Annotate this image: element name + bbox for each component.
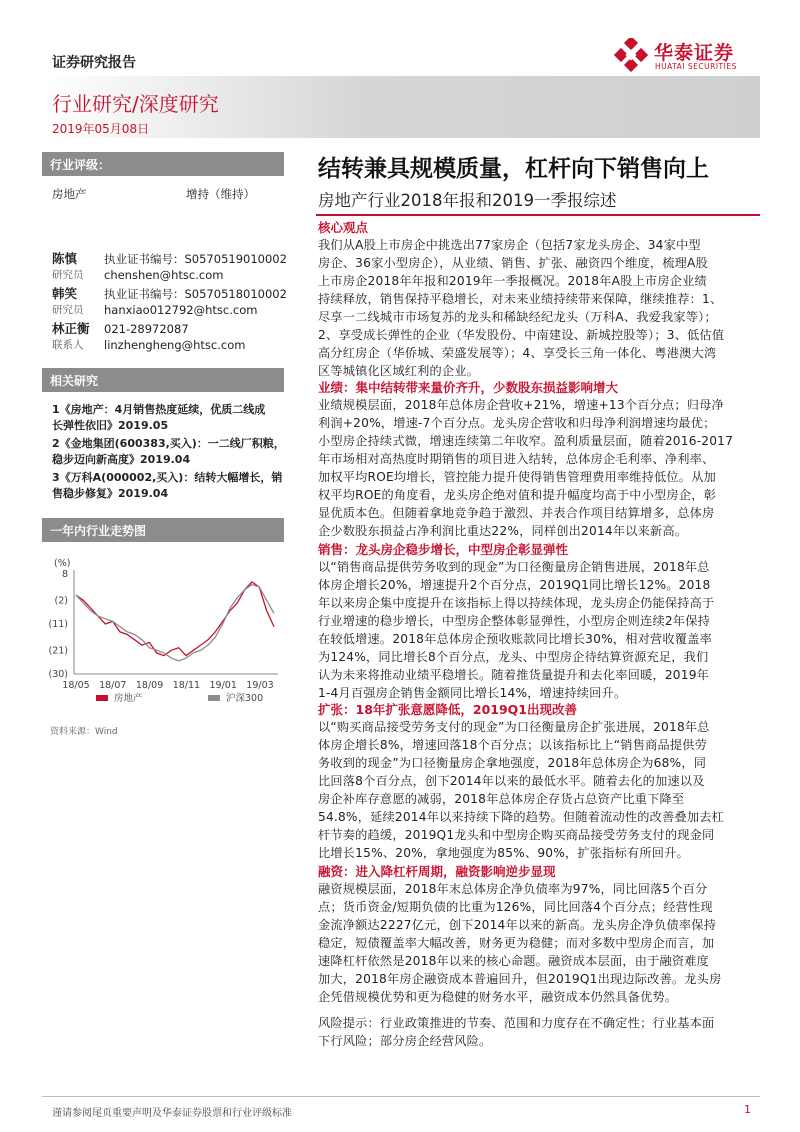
rating-value: 增持（维持） — [186, 187, 255, 201]
related-item[interactable]: 长弹性依旧》2019.05 — [52, 419, 169, 432]
paragraph-line: 比回落8个百分点，创下2014年以来的最低水平。随着去化的加速以及 — [318, 774, 705, 788]
paragraph-line: 金流净额达2227亿元，创下2014年以来的新高。龙头房企净负债率保持 — [318, 918, 717, 932]
core-view-paragraph — [318, 236, 762, 380]
related-item[interactable]: 2《金地集团(600383,买入)：一二线厂积粮， — [52, 437, 285, 450]
chart-source: 资料来源：Wind — [50, 727, 118, 737]
analyst-cert: 执业证书编号：S0570519010002 — [104, 252, 287, 266]
paragraph-line: 以“购买商品接受劳务支付的现金”为口径衡量房企扩张进展，2018年总 — [318, 720, 710, 734]
paragraph-line: 尽享一二线城市市场复苏的龙头和稀缺经纪龙头（万科A、我爱我家等）； — [318, 310, 717, 324]
related-item[interactable]: 售稳步修复》2019.04 — [52, 487, 169, 500]
analyst-email[interactable]: hanxiao012792@htsc.com — [104, 303, 258, 317]
legend-label: 房地产 — [114, 693, 143, 704]
paragraph-line: 显优质本色。但随着拿地竞争趋于激烈、并表合作项目结算增多，总体房 — [318, 506, 715, 520]
performance-paragraph — [318, 396, 762, 540]
x-tick-label: 19/03 — [246, 680, 274, 691]
paragraph-line: 加大，2018年房企融资成本普遍回升，但2019Q1出现边际改善。龙头房 — [318, 972, 722, 986]
related-item[interactable]: 1《房地产：4月销售热度延续，优质二线成 — [52, 403, 266, 416]
paragraph-line: 房企、36家小型房企），从业绩、销售、扩张、融资四个维度，梳理A股 — [318, 256, 708, 270]
y-tick-label: (11) — [48, 619, 68, 630]
report-category: 行业研究/深度研究 — [52, 92, 219, 116]
y-tick-label: (2) — [54, 595, 68, 607]
huatai-logo — [614, 38, 764, 78]
paragraph-line: 务收到的现金”为口径衡量房企拿地强度，2018年总体房企为68%，同 — [318, 756, 707, 770]
paragraph-line: 企凭借规模优势和更为稳健的财务水平，融资成本仍然具备优势。 — [318, 990, 678, 1004]
paragraph-line: 上市房企2018年年报和2019年一季报概况。2018年A股上市房企业绩 — [318, 274, 707, 288]
huatai-logo-icon — [614, 38, 648, 72]
paragraph-line: 比增长15%、20%，拿地强度为85%、90%，扩张指标有所回升。 — [318, 846, 689, 860]
logo-en-text: HUATAI SECURITIES — [655, 62, 737, 71]
legend-label: 沪深300 — [226, 693, 264, 704]
paragraph-line: 以“销售商品提供劳务收到的现金”为口径衡量房企销售进展，2018年总 — [318, 560, 710, 574]
paragraph-line: 下行风险；部分房企经营风险。 — [318, 1034, 492, 1048]
main-title: 结转兼具规模质量，杠杆向下销售向上 — [318, 156, 709, 182]
rating-industry: 房地产 — [52, 187, 87, 201]
paragraph-line: 高分红房企（华侨城、荣盛发展等）；4、享受长三角一体化、粤港澳大湾 — [318, 346, 717, 360]
header-band — [42, 76, 760, 138]
expansion-paragraph — [318, 718, 762, 862]
analyst-name: 林正衡 — [52, 321, 90, 336]
paragraph-line: 持续释放，销售保持平稳增长，对未来业绩持续带来保障，继续推荐：1、 — [318, 292, 723, 306]
analyst-role: 研究员 — [52, 304, 84, 316]
paragraph-line: 速降杠杆依然是2018年以来的核心命题。融资成本层面，由于融资难度 — [318, 954, 710, 968]
y-tick-label: 8 — [61, 569, 68, 580]
paragraph-line: 利润+20%，增速-7个百分点。龙头房企营收和归母净利润增速均最优； — [318, 416, 716, 430]
paragraph-line: 在较低增速。2018年总体房企预收账款同比增长30%，相对营收覆盖率 — [318, 632, 712, 646]
report-date: 2019年05月08日 — [52, 122, 150, 136]
footer-rule — [42, 1096, 760, 1097]
paragraph-line: 小型房企持续式微，增速连续第二年收窄。盈利质量层面，随着2016-2017 — [318, 434, 734, 448]
paragraph-line: 体房企增长8%，增速回落18个百分点；以该指标比上“销售商品提供劳 — [318, 738, 708, 752]
analyst-phone: 021-28972087 — [104, 322, 189, 336]
sales-heading: 销售：龙头房企稳步增长，中型房企彰显弹性 — [318, 542, 569, 557]
legend-swatch — [96, 695, 108, 701]
core-view-heading: 核心观点 — [318, 220, 369, 235]
financing-paragraph — [318, 880, 762, 1006]
trend-chart-header: 一年内行业走势图 — [42, 518, 284, 542]
page-number: 1 — [744, 1103, 751, 1116]
paragraph-line: 房企补库存意愿的减弱，2018年总体房企存货占总资产比重下降至 — [318, 792, 685, 806]
paragraph-line: 2、享受成长弹性的企业（华发股份、中南建设、新城控股等）；3、低估值 — [318, 328, 725, 342]
financing-heading: 融资：进入降杠杆周期，融资影响逆步显现 — [318, 864, 556, 879]
related-research-header: 相关研究 — [42, 368, 284, 392]
related-item[interactable]: 3《万科A(000002,买入)：结转大幅增长，销 — [52, 471, 283, 484]
paragraph-line: 行业增速的稳步增长，中型房企整体彰显弹性，小型房企则连续2年保持 — [318, 614, 710, 628]
analyst-name: 韩笑 — [52, 286, 78, 301]
paragraph-line: 认为未来将推动业绩平稳增长。随着推货量提升和去化率回暖，2019年 — [318, 668, 710, 682]
analyst-email[interactable]: linzhengheng@htsc.com — [104, 338, 246, 352]
x-tick-label: 18/05 — [62, 680, 90, 691]
paragraph-line: 点；货币资金/短期负债的比重为126%，同比回落4个百分点；经营性现 — [318, 900, 713, 914]
paragraph-line: 我们从A股上市房企中挑选出77家房企（包括7家龙头房企、34家中型 — [318, 238, 701, 252]
expansion-heading: 扩张：18年扩张意愿降低，2019Q1出现改善 — [318, 702, 578, 717]
analyst-name: 陈慎 — [52, 251, 78, 266]
x-tick-label: 18/11 — [172, 680, 201, 691]
paragraph-line: 54.8%，延续2014年以来持续下降的趋势。但随着流动性的改善叠加去杠 — [318, 810, 724, 824]
paragraph-line: 年市场相对高热度时期销售的项目进入结转，总体房企毛利率、净利率、 — [318, 452, 715, 466]
paragraph-line: 杆节奏的趋缓，2019Q1龙头和中型房企购买商品接受劳务支付的现金同 — [318, 828, 715, 842]
paragraph-line: 为124%，同比增长8个百分点，龙头、中型房企待结算资源充足，我们 — [318, 650, 709, 664]
analyst-email[interactable]: chenshen@htsc.com — [104, 268, 224, 282]
paragraph-line: 稳定，短债覆盖率大幅改善，财务更为稳健；而对多数中型房企而言，加 — [318, 936, 715, 950]
y-tick-label: (21) — [48, 645, 68, 657]
paragraph-line: 年以来房企集中度提升在该指标上得以持续体现，龙头房企仍能保持高于 — [318, 596, 715, 610]
industry-trend-chart — [42, 550, 284, 740]
paragraph-line: 业绩规模层面，2018年总体房企营收+21%，增速+13个百分点；归母净 — [318, 398, 724, 412]
main-subtitle: 房地产行业2018年报和2019一季报综述 — [318, 191, 617, 210]
footer-disclaimer[interactable]: 谨请参阅尾页重要声明及华泰证券股票和行业评级标准 — [52, 1108, 292, 1119]
related-item[interactable]: 稳步迈向新高度》2019.04 — [52, 453, 191, 466]
rating-header: 行业评级： — [42, 152, 284, 176]
y-tick-label: (30) — [48, 669, 68, 680]
legend-swatch — [208, 695, 220, 701]
analyst-cert: 执业证书编号：S0570518010002 — [104, 287, 287, 301]
risk-paragraph — [318, 1014, 762, 1050]
analyst-role: 研究员 — [52, 269, 84, 281]
analyst-role: 联系人 — [52, 339, 84, 351]
x-tick-label: 19/01 — [209, 680, 237, 691]
paragraph-line: 融资规模层面，2018年末总体房企净负债率为97%，同比回落5个百分 — [318, 882, 708, 896]
logo-cn-text: 华泰证券 — [654, 42, 735, 64]
performance-heading: 业绩：集中结转带来量价齐升，少数股东损益影响增大 — [318, 380, 619, 395]
paragraph-line: 企少数股东损益占净利润比重达22%，同样创出2014年以来新高。 — [318, 524, 688, 538]
paragraph-line: 1-4月百强房企销售金额同比增长14%，增速持续回升。 — [318, 686, 627, 700]
paragraph-line: 加权平均ROE均增长，管控能力提升使得销售管理费用率维持低位。从加 — [318, 470, 716, 484]
sales-paragraph — [318, 558, 762, 702]
title-rule — [316, 214, 760, 216]
y-axis-label: (%) — [54, 558, 71, 569]
paragraph-line: 体房企增长20%，增速提升2个百分点，2019Q1同比增长12%。2018 — [318, 578, 711, 592]
x-tick-label: 18/09 — [135, 680, 164, 691]
x-tick-label: 18/07 — [99, 680, 127, 691]
paragraph-line: 风险提示：行业政策推进的节奏、范围和力度存在不确定性；行业基本面 — [318, 1016, 715, 1030]
report-type-label: 证券研究报告 — [52, 55, 136, 71]
paragraph-line: 区等城镇化区域红利的企业。 — [318, 364, 480, 378]
paragraph-line: 权平均ROE的角度看，龙头房企绝对值和提升幅度均高于中小型房企，彰 — [318, 488, 716, 502]
